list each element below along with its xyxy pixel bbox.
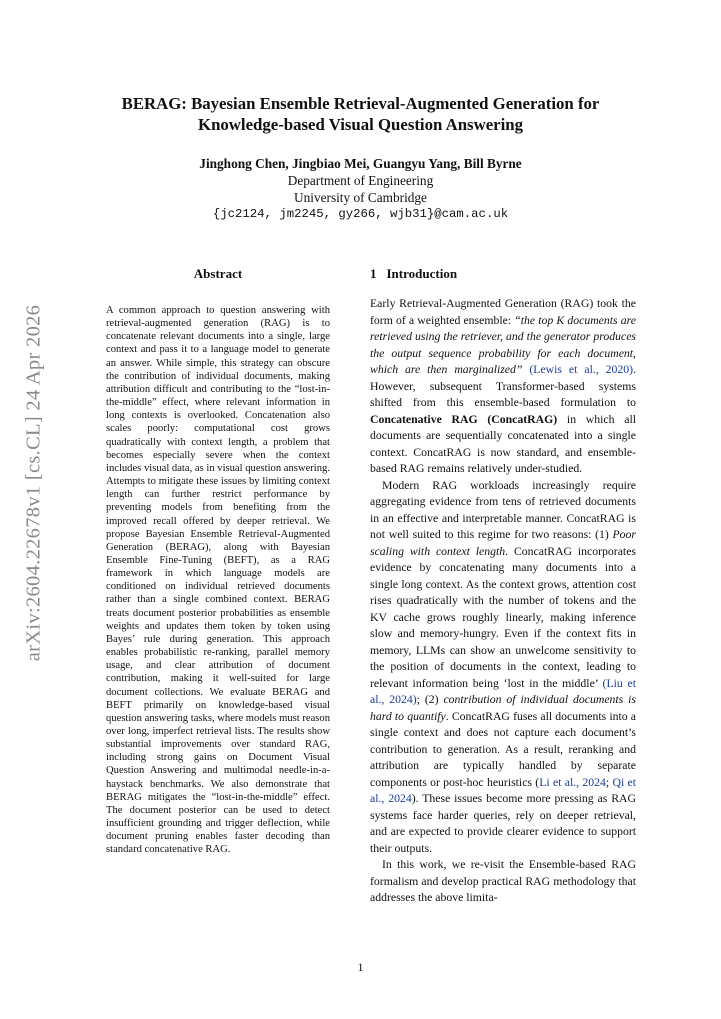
abstract-heading: Abstract (193, 266, 243, 281)
arxiv-identifier: arXiv:2604.22678v1 [cs.CL] 24 Apr 2026 (22, 304, 45, 662)
text-run: . However, subsequent Transformer-based systems shifted from this ensemble-based formulation to (370, 363, 636, 409)
citation-qi-2024[interactable]: Qi et al., 2024 (370, 775, 637, 805)
concatrag-term: Concatenative RAG (ConcatRAG) (370, 412, 558, 426)
text-run: Modern RAG workloads increasingly require aggregating evidence from tens of retrieved documents in an effective and interpretable manner. ConcatRAG is not well suited to this regime for two reasons: (1) (370, 478, 636, 541)
emphasis-contribution: contribution of individual documents is hard to quantify (370, 693, 636, 723)
text-run: ). These issues become more pressing as RAG systems face harder queries, rely on deeper retrieval, and are expected to provide clearer evidence to support their outputs. (370, 792, 637, 855)
author-department: Department of Engineering (287, 173, 434, 188)
citation-lewis-2020[interactable]: (Lewis et al., 2020) (529, 363, 634, 376)
author-university: University of Cambridge (294, 190, 427, 205)
text-run: . ConcatRAG fuses all documents into a single context and does not capture each document’s contribution to generation. As a result, reranking and attribution are typically handled by separate components or post-hoc heuristics ( (370, 709, 636, 789)
intro-paragraph-1 (370, 296, 636, 478)
text-run: ; (2) (416, 693, 444, 706)
citation-liu-2024[interactable]: (Liu et al., 2024) (370, 676, 636, 706)
arxiv-stamp (12, 296, 56, 670)
title-line-2: Knowledge-based Visual Question Answering (198, 115, 523, 134)
author-names: Jinghong Chen, Jingbiao Mei, Guangyu Yang, Bill Byrne (199, 156, 522, 171)
text-run: . ConcatRAG incorporates evidence by concatenating many documents into a single long context. As the context grows, attention cost rises quadratically with the number of tokens and the KV cache grows roughly linearly, making inference slow and memory-hungry. Even if the context fits in memory, LLMs can show an unwelcome sensitivity to the position of documents in the context, leading to relevant information being ‘lost in the middle’ (370, 544, 636, 690)
emphasis-poor-scaling: Poor scaling with context length (370, 528, 636, 558)
intro-paragraph-3 (370, 857, 636, 907)
section-number: 1 (370, 266, 377, 281)
introduction-body (370, 296, 636, 907)
section-title: Introduction (386, 266, 458, 281)
text-run: Early Retrieval-Augmented Generation (RAG) took the form of a weighted ensemble: (370, 297, 636, 327)
author-emails: {jc2124, jm2245, gy266, wjb31}@cam.ac.uk (212, 207, 509, 221)
author-block (120, 155, 601, 223)
text-run: In this work, we re-visit the Ensemble-based RAG formalism and develop practical RAG methodology that addresses the above limita- (370, 858, 636, 904)
page-number: 1 (357, 960, 364, 974)
abstract-text: A common approach to question answering with retrieval-augmented generation (RAG) is to concatenate relevant documents into a single, large context and pass it to a language model to generate an answer. While simple, this strategy can obscure the contribution of individual documents, making attribution difficult and contributing to the “lost-in-the-middle” effect, where relevant information in long contexts is overlooked. Concatenation also scales poorly: computational cost grows quadratically with context length, a problem that becomes especially severe when the context includes visual data, as in visual question answering. Attempts to mitigate these issues by limiting context length can further restrict performance by preventing models from benefiting from the improved recall offered by deeper retrieval. We propose Bayesian Ensemble Retrieval-Augmented Generation (BERAG), along with Bayesian Ensemble Fine-Tuning (BEFT), as a RAG framework in which language models are conditioned on individual retrieved documents rather than a single combined context. BERAG treats document posterior probabilities as ensemble weights and updates them token by token using Bayes’ rule during generation. This approach enables probabilistic re-ranking, parallel memory usage, and clear attribution of document contribution, making it well-suited for large document collections. We evaluate BERAG and BEFT primarily on knowledge-based visual question answering tasks, where models must reason over long, imperfect retrieval lists. The results show substantial improvements over standard RAG, including strong gains on Document Visual Question Answering and multimodal needle-in-a-haystack benchmarks. We also demonstrate that BERAG mitigates the “lost-in-the-middle” effect. The document posterior can be used to detect insufficient grounding and trigger deflection, while document pruning enables faster decoding than standard concatenative RAG. (106, 305, 330, 856)
text-run: in which all documents are sequentially concatenated into a single context. ConcatRAG is now standard, and ensemble-based RAG remains relatively under-studied. (370, 412, 636, 475)
intro-paragraph-2 (370, 478, 636, 858)
citation-li-2024[interactable]: Li et al., 2024 (539, 775, 606, 789)
introduction-heading (370, 266, 467, 282)
text-run: ; (605, 775, 613, 789)
quoted-definition: “the top K documents are retrieved using the retriever, and the generator produces the output sequence probability for each document, which are then marginalized” (370, 313, 636, 376)
paper-title (90, 93, 631, 135)
title-line-1: BERAG: Bayesian Ensemble Retrieval-Augmented Generation for (121, 94, 600, 113)
